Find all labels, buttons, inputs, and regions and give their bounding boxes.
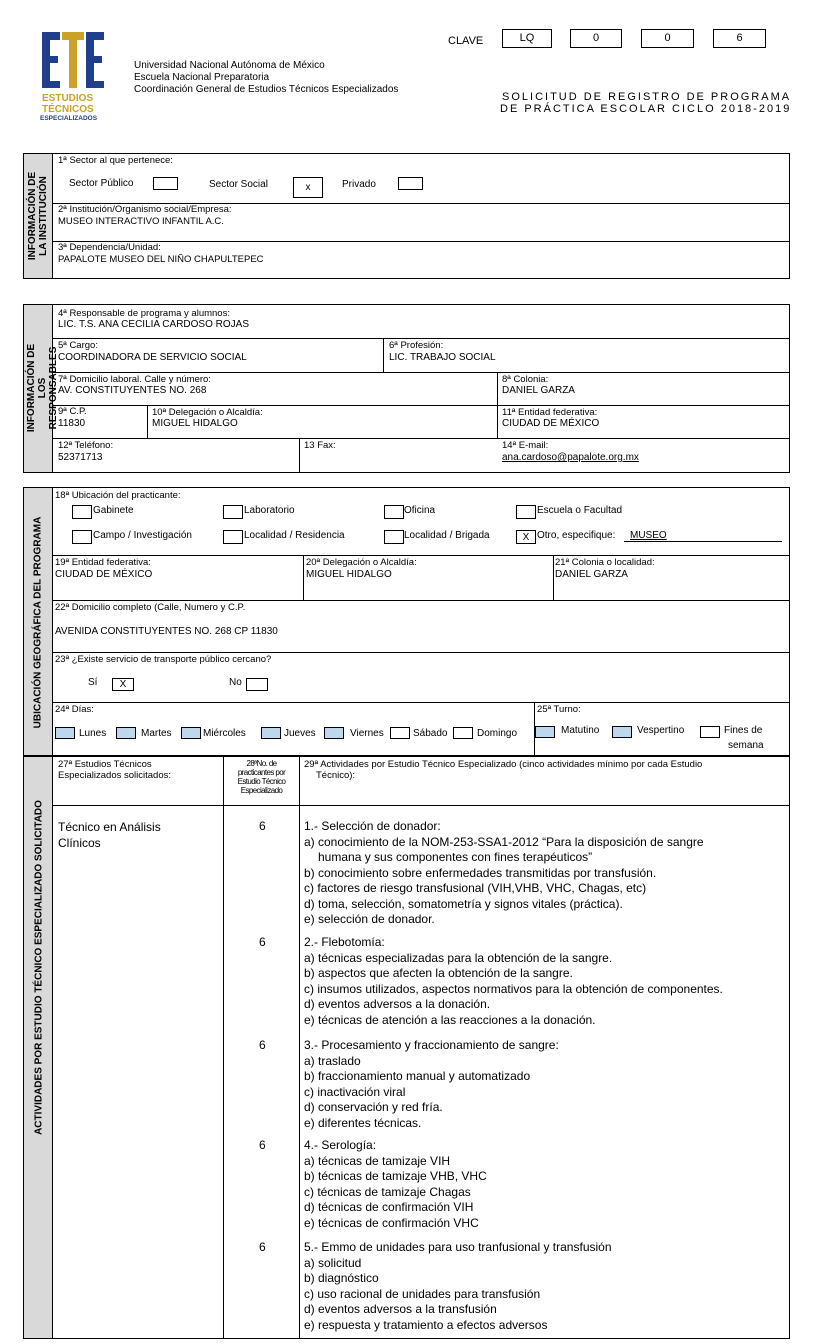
no-checkbox[interactable] [246,678,268,691]
h28-line-4: Especializado [240,786,283,795]
h29-line-2: Técnico): [316,770,356,781]
h28-header [224,759,299,795]
h27-line-1: 27ª Estudios Técnicos [58,759,152,770]
no-label: No [229,677,242,688]
q5-label: 5ª Cargo: [58,340,98,351]
logo [38,30,110,126]
logo-line-especializados: ESPECIALIZADOS [40,115,98,122]
q6-label: 6ª Profesión: [389,340,444,351]
divider [53,555,790,556]
activity-line: 1.- Selección de donador: [304,819,441,833]
divider [553,555,554,600]
q23-label: 23ª ¿Existe servicio de transporte público cercano? [55,654,272,665]
vespertino-checkbox[interactable] [612,726,632,738]
lunes-checkbox[interactable] [55,727,75,739]
activity-block-1[interactable] [304,819,704,928]
q21-value[interactable]: DANIEL GARZA [555,569,628,580]
q3-value[interactable]: PAPALOTE MUSEO DEL NIÑO CHAPULTEPEC [58,254,264,265]
side-responsables-label-2: LOS [37,377,48,399]
h27-line-2: Especializados solicitados: [58,770,172,781]
matutino-checkbox[interactable] [535,726,555,738]
otro-value[interactable]: MUSEO [630,530,667,541]
divider [53,372,790,373]
q3-label: 3ª Dependencia/Unidad: [58,242,161,253]
q9-label: 9ª C.P. [58,406,87,417]
otro-checkbox[interactable]: X [516,530,536,544]
clave-box-2[interactable]: 0 [570,29,622,48]
localidad-residencia-checkbox[interactable] [223,530,243,544]
form-title-line-1: SOLICITUD DE REGISTRO DE PROGRAMA [502,91,792,103]
vespertino-label: Vespertino [637,725,685,736]
privado-checkbox[interactable] [398,177,423,190]
lunes-label: Lunes [79,728,107,739]
h28-line-1: 28ªNo. de [246,759,277,768]
divider [383,338,384,372]
activity-line: b) aspectos que afecten la obtención de la sangre. [304,966,573,980]
q1-label: 1ª Sector al que pertenece: [58,155,173,166]
activity-line: e) diferentes técnicas. [304,1115,422,1130]
activity-line: a) solicitud [304,1255,362,1270]
activity-line: 5.- Emmo de unidades para uso tranfusional y transfusión [304,1240,612,1254]
activity-block-2[interactable] [304,935,723,1028]
q11-label: 11ª Entidad federativa: [502,407,598,418]
q9-value[interactable]: 11830 [58,418,86,429]
q24-label: 24ª Días: [55,704,94,715]
q21-label: 21ª Colonia o localidad: [555,557,655,568]
campo-label: Campo / Investigación [93,530,192,541]
practicantes-3[interactable]: 6 [259,1038,266,1052]
estudio-line-1[interactable]: Técnico en Análisis [58,820,161,834]
jueves-label: Jueves [284,728,316,739]
viernes-checkbox[interactable] [324,727,344,739]
activity-line: c) insumos utilizados, aspectos normativos para la obtención de componentes. [304,981,723,996]
fines-label: Fines de [724,725,763,736]
si-label: Sí [88,677,98,688]
divider [53,702,790,703]
localidad-brigada-checkbox[interactable] [384,530,404,544]
miercoles-label: Miércoles [203,728,246,739]
q4-label: 4ª Responsable de programa y alumnos: [58,308,230,319]
practicantes-1[interactable]: 6 [259,819,266,833]
q18-label: 18ª Ubicación del practicante: [55,490,181,501]
q5-value[interactable]: COORDINADORA DE SERVICIO SOCIAL [58,352,247,363]
q8-label: 8ª Colonia: [502,374,549,385]
h29-line-1: 29ª Actividades por Estudio Técnico Especializado (cinco actividades mínimo por cada Estudio [304,759,703,770]
jueves-checkbox[interactable] [261,727,281,739]
activity-line: b) conocimiento sobre enfermedades transmitidas por transfusión. [304,865,657,880]
institution-line-1: Universidad Nacional Autónoma de México [134,60,325,71]
activity-line: b) diagnóstico [304,1271,379,1285]
divider [53,338,790,339]
logo-line-tecnicos: TÉCNICOS [42,104,94,115]
divider [223,757,224,1338]
activity-line: b) técnicas de tamizaje VHB, VHC [304,1169,487,1183]
activity-line: d) eventos adversos a la transfusión [304,1302,497,1316]
practicantes-5[interactable]: 6 [259,1240,266,1254]
q20-label: 20ª Delegación o Alcaldía: [306,557,417,568]
q11-value[interactable]: CIUDAD DE MÉXICO [502,418,600,429]
practicantes-4[interactable]: 6 [259,1138,266,1152]
side-responsables-label-1: INFORMACIÓN DE [26,343,37,433]
section-actividades [23,756,790,1339]
si-checkbox[interactable]: X [112,678,134,691]
gabinete-label: Gabinete [93,505,134,516]
fines-semana-checkbox[interactable] [700,726,720,738]
activity-line: d) eventos adversos a la donación. [304,997,491,1011]
escuela-label: Escuela o Facultad [537,505,623,516]
divider [53,600,790,601]
section-ubicacion [23,487,790,756]
escuela-checkbox[interactable] [516,505,536,519]
divider [53,405,790,406]
side-actividades-label: ACTIVIDADES POR ESTUDIO TÉCNICO ESPECIALIZADO SOLICITADO [33,800,45,1135]
divider [53,241,790,242]
activity-line: c) inactivación viral [304,1084,406,1099]
divider [53,438,790,439]
divider [53,805,790,806]
q10-label: 10ª Delegación o Alcaldía: [152,407,263,418]
domingo-label: Domingo [477,728,518,739]
institution-line-3: Coordinación General de Estudios Técnicos Especializados [134,84,399,95]
activity-line: a) técnicas especializadas para la obtención de la sangre. [304,950,613,965]
q7-value[interactable]: AV. CONSTITUYENTES NO. 268 [58,385,207,396]
divider [299,757,300,1338]
activity-block-4[interactable] [304,1138,487,1231]
activity-line: c) uso racional de unidades para transfusión [304,1286,541,1301]
q12-value[interactable]: 52371713 [58,452,103,463]
gabinete-checkbox[interactable] [72,505,92,519]
q4-value[interactable]: LIC. T.S. ANA CECILIA CARDOSO ROJAS [58,319,249,330]
q2-value[interactable]: MUSEO INTERACTIVO INFANTIL A.C. [58,216,224,227]
sabado-label: Sábado [413,728,448,739]
activity-line: d) conservación y red fría. [304,1100,443,1114]
q6-value[interactable]: LIC. TRABAJO SOCIAL [389,352,496,363]
activity-line: 3.- Procesamiento y fraccionamiento de sangre: [304,1038,559,1052]
institution-line-2: Escuela Nacional Preparatoria [134,72,270,83]
domingo-checkbox[interactable] [453,727,473,739]
localidad-brigada-label: Localidad / Brigada [404,530,490,541]
q20-value[interactable]: MIGUEL HIDALGO [306,569,392,580]
activity-line: a) técnicas de tamizaje VIH [304,1153,451,1168]
activity-line: a) conocimiento de la NOM-253-SSA1-2012 “Para la disposición de sangre [304,834,704,849]
martes-checkbox[interactable] [116,727,136,739]
activity-line: e) técnicas de confirmación VHC [304,1215,479,1230]
side-ubicacion-label: UBICACIÓN GEOGRÁFICA DEL PROGRAMA [32,516,44,729]
clave-box-1[interactable]: LQ [502,29,552,48]
q14-label: 14ª E-mail: [502,440,549,451]
side-responsables-label-3: RESPONSABLES [48,346,59,430]
activity-line: d) toma, selección, somatometría y signos vitales (práctica). [304,896,623,911]
h28-line-2: practicantes por [237,768,286,777]
q8-value[interactable]: DANIEL GARZA [502,385,575,396]
matutino-label: Matutino [561,725,600,736]
divider [299,438,300,472]
divider [147,405,148,438]
side-institucion-label [27,156,49,276]
privado-label: Privado [342,179,376,190]
q22-label: 22ª Domicilio completo (Calle, Numero y C.P. [55,602,246,613]
activity-line: e) selección de donador. [304,912,435,926]
estudio-line-2[interactable]: Clínicos [58,836,101,850]
activity-line: c) técnicas de tamizaje Chagas [304,1184,471,1199]
activity-line: c) factores de riesgo transfusional (VIH,VHB, VHC, Chagas, etc) [304,881,647,895]
divider [53,652,790,653]
side-institucion-label-1: INFORMACIÓN DE [27,171,38,261]
miercoles-checkbox[interactable] [181,727,201,739]
activity-block-3[interactable] [304,1038,559,1131]
q25-label: 25ª Turno: [537,704,581,715]
martes-label: Martes [141,728,172,739]
activity-line: a) traslado [304,1053,361,1068]
clave-label: CLAVE [448,35,484,47]
laboratorio-label: Laboratorio [244,505,295,516]
clave-box-3[interactable]: 0 [641,29,694,48]
ete-logo-mark [38,30,110,92]
h28-line-3: Estudio Técnico [237,777,286,786]
sector-social-checkbox[interactable]: x [293,177,323,198]
q14-email-link[interactable]: ana.cardoso@papalote.org.mx [502,452,639,463]
sabado-checkbox[interactable] [390,727,410,739]
clave-box-4[interactable]: 6 [713,29,766,48]
q13-label: 13 Fax: [304,440,336,451]
logo-line-estudios: ESTUDIOS [42,93,94,104]
campo-checkbox[interactable] [72,530,92,544]
activity-line: e) técnicas de atención a las reacciones a la donación. [304,1012,596,1027]
q7-label: 7ª Domicilio laboral. Calle y número: [58,374,211,385]
divider [303,555,304,600]
side-responsables-label [26,333,60,443]
practicantes-2[interactable]: 6 [259,935,266,949]
q10-value[interactable]: MIGUEL HIDALGO [152,418,238,429]
activity-line: 4.- Serología: [304,1138,377,1152]
q2-label: 2ª Institución/Organismo social/Empresa: [58,204,232,215]
activity-block-5[interactable] [304,1240,612,1333]
sector-social-label: Sector Social [209,179,268,190]
q19-label: 19ª Entidad federativa: [55,557,151,568]
q19-value[interactable]: CIUDAD DE MÉXICO [55,569,153,580]
side-institucion-label-2: LA INSTITUCIÓN [38,176,49,256]
activity-line: e) respuesta y tratamiento a efectos adversos [304,1317,548,1332]
localidad-residencia-label: Localidad / Residencia [244,530,345,541]
otro-label: Otro, especifique: [537,530,616,541]
q12-label: 12ª Teléfono: [58,440,114,451]
viernes-label: Viernes [350,728,384,739]
oficina-checkbox[interactable] [384,505,404,519]
otro-underline [624,541,782,542]
activity-line: b) fraccionamiento manual y automatizado [304,1069,531,1083]
sector-publico-label: Sector Público [69,178,134,189]
laboratorio-checkbox[interactable] [223,505,243,519]
q22-value[interactable]: AVENIDA CONSTITUYENTES NO. 268 CP 11830 [55,626,278,637]
form-title-line-2: DE PRÁCTICA ESCOLAR CICLO 2018-2019 [500,103,792,115]
section-responsables [23,304,790,473]
oficina-label: Oficina [404,505,436,516]
activity-line: 2.- Flebotomía: [304,935,385,949]
semana-label: semana [728,740,764,751]
divider [497,372,498,438]
sector-publico-checkbox[interactable] [153,177,178,190]
activity-line: humana y sus componentes con fines terapéuticos” [318,850,593,864]
activity-line: d) técnicas de confirmación VIH [304,1200,474,1214]
section-institucion [23,153,790,279]
